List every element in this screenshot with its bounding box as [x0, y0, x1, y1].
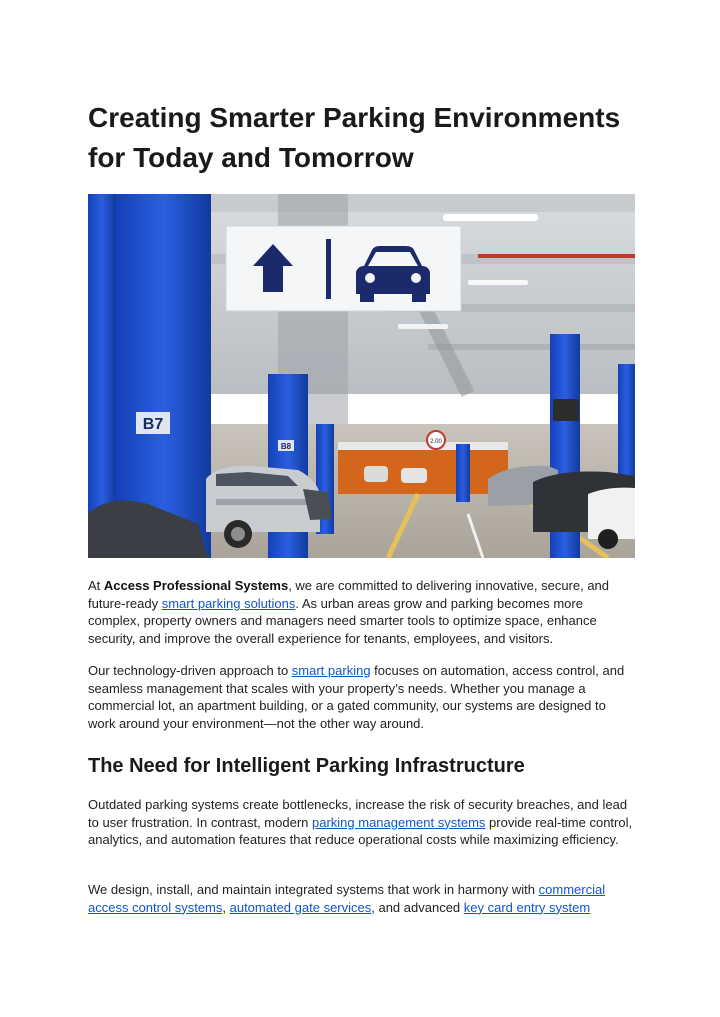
- text: , and advanced: [371, 899, 464, 915]
- text: , we are committed to delivering innovative, secure, and future-ready: [88, 578, 610, 611]
- text: We design, install, and maintain integrated systems that work in harmony with: [88, 882, 539, 897]
- pillar-label-b7: B7: [142, 416, 164, 433]
- commercial-access-control-link[interactable]: commercial access control systems: [88, 882, 606, 915]
- page-title: Creating Smarter Parking Environments for Today and Tomorrow: [88, 102, 621, 173]
- key-card-entry-system-link[interactable]: key card entry system: [463, 899, 591, 915]
- text: Our technology-driven approach to: [88, 663, 292, 678]
- company-name: Access Professional Systems: [103, 578, 289, 593]
- approach-paragraph: [88, 662, 636, 732]
- section-heading: The Need for Intelligent Parking Infrastructure: [88, 755, 525, 777]
- smart-parking-link[interactable]: smart parking: [291, 663, 371, 678]
- text: . As urban areas grow and parking becomes more complex, property owners and managers need smarter tools to optimize space, enhance security, and improve the overall experience for tenants, employees, and visitors.: [88, 595, 597, 646]
- text: ,: [222, 899, 230, 915]
- parking-garage-photo: [88, 194, 635, 558]
- smart-parking-solutions-link[interactable]: smart parking solutions: [161, 595, 296, 611]
- pillar-label-b8: B8: [280, 442, 292, 451]
- text: provide real-time control, analytics, and automation features that reduce operational costs while maximizing efficiency.: [88, 814, 633, 848]
- text: Outdated parking systems create bottlenecks, increase the risk of security breaches, and lead to user frustration. In contrast, modern: [88, 797, 628, 830]
- parking-management-systems-link[interactable]: parking management systems: [312, 814, 486, 830]
- automated-gate-services-link[interactable]: automated gate services: [229, 899, 372, 915]
- text: focuses on automation, access control, and seamless management that scales with your property’s needs. Whether you manage a commercial lot, an apartment building, or a gated community, our systems are designed to work around your environment—not the other way around.: [88, 663, 625, 731]
- speed-limit-sign: 2.00: [430, 439, 442, 445]
- intro-paragraph: [88, 577, 636, 647]
- text: At: [88, 578, 104, 593]
- integration-paragraph: [88, 881, 636, 916]
- need-paragraph: [88, 796, 636, 849]
